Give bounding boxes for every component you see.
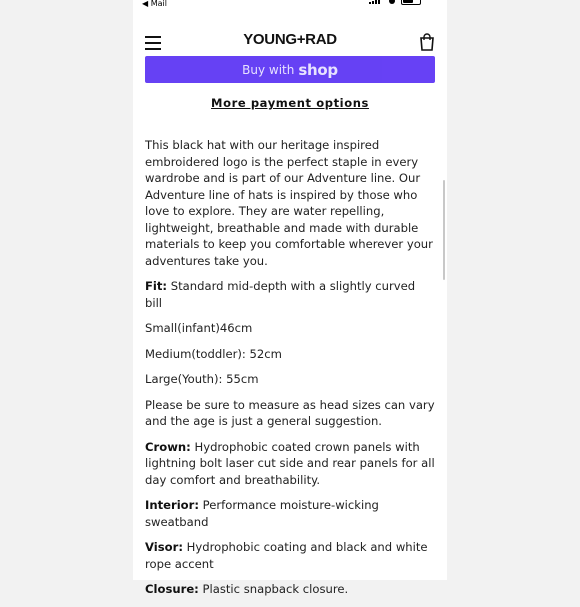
crown-text: Hydrophobic coated crown panels with lightning bolt laser cut side and rear panels for all day comfort and breathability. bbox=[145, 439, 435, 487]
buy-with-shop-button[interactable] bbox=[145, 56, 435, 83]
more-payment-options-link[interactable]: More payment options bbox=[211, 96, 369, 110]
size-medium: Medium(toddler): 52cm bbox=[145, 346, 282, 361]
closure-label: Closure: bbox=[145, 582, 199, 596]
product-description bbox=[145, 137, 435, 607]
visor-label: Visor: bbox=[145, 540, 183, 554]
buy-with-label: Buy with bbox=[242, 62, 295, 77]
interior-text: Performance moisture-wicking sweatband bbox=[145, 498, 379, 529]
visor-row bbox=[145, 539, 435, 572]
fit-text: Standard mid-depth with a slightly curved bill bbox=[145, 279, 416, 310]
interior-label: Interior: bbox=[145, 498, 199, 512]
interior-row bbox=[145, 497, 435, 530]
phone-screen bbox=[133, 0, 447, 596]
closure-text: Plastic snapback closure. bbox=[202, 582, 349, 596]
fit-label: Fit: bbox=[145, 279, 168, 293]
crown-label: Crown: bbox=[145, 439, 191, 454]
status-bar bbox=[133, 0, 447, 10]
size-large: Large(Youth): 55cm bbox=[145, 372, 259, 386]
fit-row bbox=[145, 278, 435, 311]
description-intro: This black hat with our heritage inspired embroidered logo is the perfect staple in every wardrobe and is part of our Adventure line. Our Adventure line of hats is inspired by those who love to explore. They are water repelling, lightweight, breathable and made with durable materials to keep you comfortable wherever your adventures take you. bbox=[145, 138, 433, 268]
brand-logo[interactable]: YOUNG+RAD bbox=[243, 31, 337, 48]
size-small: Small(infant)46cm bbox=[145, 321, 253, 335]
closure-row bbox=[145, 581, 435, 598]
shop-pay-logo: shop bbox=[298, 60, 338, 79]
measure-note: Please be sure to measure as head sizes can vary and the age is just a general suggestion. bbox=[145, 397, 435, 428]
signal-icon bbox=[369, 0, 383, 4]
wifi-icon bbox=[389, 0, 395, 4]
shopping-bag-icon[interactable] bbox=[419, 33, 435, 51]
back-to-mail-link[interactable]: ◀ Mail bbox=[142, 0, 167, 8]
scrollbar[interactable] bbox=[443, 180, 445, 280]
status-icons bbox=[369, 0, 421, 5]
battery-icon bbox=[401, 0, 421, 5]
crown-row bbox=[145, 439, 435, 489]
visor-text: Hydrophobic coating and black and white rope accent bbox=[145, 540, 428, 571]
